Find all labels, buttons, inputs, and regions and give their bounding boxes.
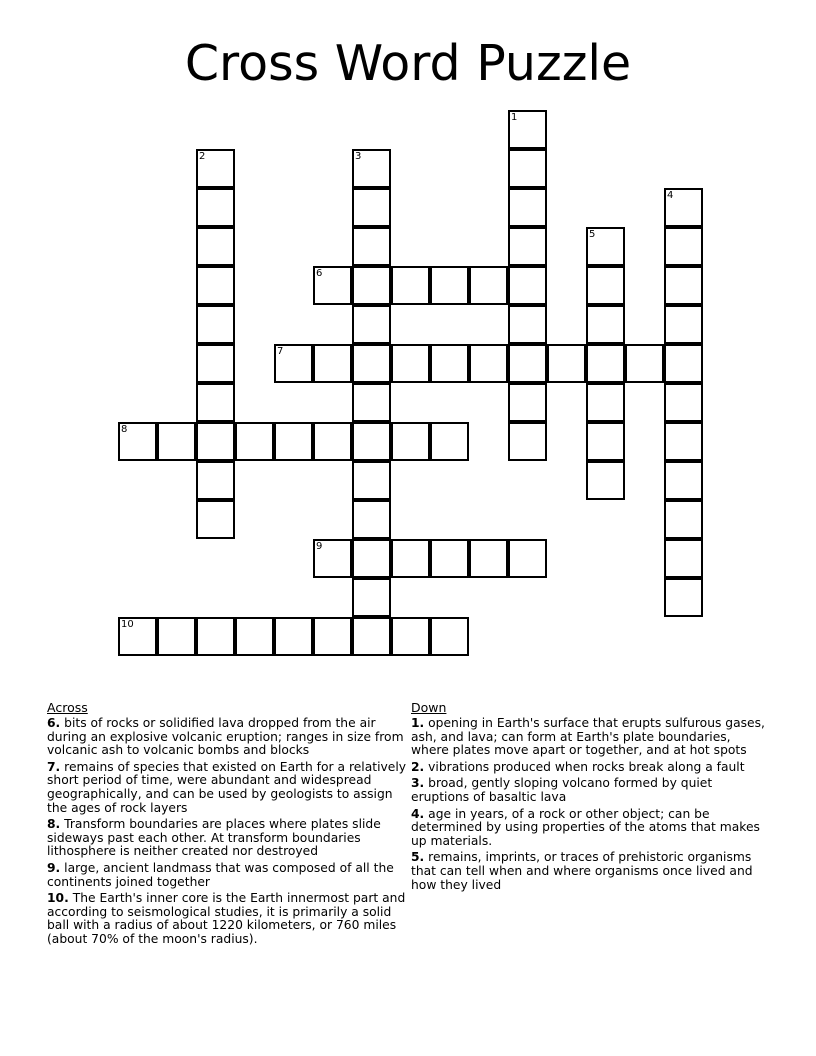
grid-cell[interactable]	[586, 305, 625, 344]
grid-cell[interactable]	[274, 422, 313, 461]
clue-number: 9	[316, 541, 323, 552]
grid-cell[interactable]	[586, 266, 625, 305]
grid-cell[interactable]	[469, 539, 508, 578]
grid-cell[interactable]	[469, 266, 508, 305]
grid-cell[interactable]	[352, 539, 391, 578]
grid-cell[interactable]	[547, 344, 586, 383]
grid-cell[interactable]	[313, 266, 352, 305]
grid-cell[interactable]	[508, 383, 547, 422]
clue-number: 2	[199, 151, 206, 162]
across-heading: Across	[47, 700, 88, 715]
clue-num: 3.	[411, 776, 425, 791]
clue-text: large, ancient landmass that was composed of all the continents joined together	[47, 860, 394, 889]
down-clue	[411, 777, 771, 804]
grid-cell[interactable]	[664, 188, 703, 227]
grid-cell[interactable]	[664, 227, 703, 266]
grid-cell[interactable]	[391, 539, 430, 578]
clue-num: 7.	[47, 759, 61, 774]
grid-cell[interactable]	[508, 149, 547, 188]
clue-text: opening in Earth's surface that erupts sulfurous gases, ash, and lava; can form at Earth's plate boundaries, where plates move apart or together, and at hot spots	[411, 716, 765, 758]
grid-cell[interactable]	[352, 422, 391, 461]
grid-cell[interactable]	[586, 461, 625, 500]
grid-cell[interactable]	[430, 422, 469, 461]
grid-cell[interactable]	[196, 266, 235, 305]
grid-cell[interactable]	[196, 344, 235, 383]
clue-text: remains of species that existed on Earth for a relatively short period of time, were abundant and widespread geographically, and can be used by geologists to assign the ages of rock layers	[47, 759, 407, 815]
clue-number: 5	[589, 229, 596, 240]
grid-cell[interactable]	[157, 422, 196, 461]
down-clues	[411, 700, 771, 895]
clue-num: 9.	[47, 860, 61, 875]
down-clue	[411, 808, 771, 849]
grid-cell[interactable]	[196, 383, 235, 422]
grid-cell[interactable]	[196, 617, 235, 656]
grid-cell[interactable]	[508, 188, 547, 227]
down-heading: Down	[411, 700, 447, 715]
grid-cell[interactable]	[664, 461, 703, 500]
grid-cell[interactable]	[352, 578, 391, 617]
grid-cell[interactable]	[508, 305, 547, 344]
grid-cell[interactable]	[625, 344, 664, 383]
page-title: Cross Word Puzzle	[184, 35, 632, 92]
down-clue	[411, 851, 771, 892]
grid-cell[interactable]	[664, 500, 703, 539]
across-clue	[47, 892, 409, 946]
grid-cell[interactable]	[274, 344, 313, 383]
grid-cell[interactable]	[313, 422, 352, 461]
grid-cell[interactable]	[196, 305, 235, 344]
grid-cell[interactable]	[235, 617, 274, 656]
clue-text: Transform boundaries are places where plates slide sideways past each other. At transform boundaries lithosphere is neither created nor destroyed	[47, 817, 381, 859]
grid-cell[interactable]	[664, 344, 703, 383]
grid-cell[interactable]	[313, 344, 352, 383]
clue-text: bits of rocks or solidified lava dropped from the air during an explosive volcanic eruption; ranges in size from volcanic ash to volcanic bombs and blocks	[47, 716, 404, 758]
grid-cell[interactable]	[196, 188, 235, 227]
clue-text: The Earth's inner core is the Earth innermost part and according to seismological studies, it is primarily a solid ball with a radius of about 1220 kilometers, or 760 miles (about 70% of the moon's radius).	[47, 891, 406, 946]
grid-cell[interactable]	[664, 383, 703, 422]
clue-num: 5.	[411, 850, 425, 865]
clue-number: 7	[277, 346, 284, 357]
grid-cell[interactable]	[430, 344, 469, 383]
clue-num: 2.	[411, 759, 425, 774]
down-clue	[411, 761, 771, 775]
grid-cell[interactable]	[508, 422, 547, 461]
across-clues	[47, 700, 409, 950]
grid-cell[interactable]	[196, 461, 235, 500]
grid-cell[interactable]	[352, 188, 391, 227]
grid-cell[interactable]	[352, 149, 391, 188]
clue-number: 6	[316, 268, 323, 279]
grid-cell[interactable]	[313, 539, 352, 578]
grid-cell[interactable]	[508, 266, 547, 305]
grid-cell[interactable]	[391, 422, 430, 461]
grid-cell[interactable]	[430, 617, 469, 656]
grid-cell[interactable]	[391, 344, 430, 383]
clue-text: age in years, of a rock or other object; can be determined by using properties of the atoms that makes up materials.	[411, 806, 760, 848]
clue-number: 10	[121, 619, 134, 630]
grid-cell[interactable]	[430, 539, 469, 578]
grid-cell[interactable]	[508, 227, 547, 266]
clue-num: 1.	[411, 716, 425, 730]
grid-cell[interactable]	[586, 227, 625, 266]
grid-cell[interactable]	[664, 305, 703, 344]
grid-cell[interactable]	[664, 578, 703, 617]
clue-num: 10.	[47, 891, 69, 906]
grid-cell[interactable]	[352, 305, 391, 344]
clue-number: 3	[355, 151, 362, 162]
grid-cell[interactable]	[508, 110, 547, 149]
clue-number: 8	[121, 424, 128, 435]
across-clue	[47, 761, 409, 815]
grid-cell[interactable]	[235, 422, 274, 461]
down-clue	[411, 717, 771, 758]
across-clue	[47, 717, 409, 758]
clue-num: 4.	[411, 806, 425, 821]
grid-cell[interactable]	[664, 422, 703, 461]
across-clue	[47, 862, 409, 889]
grid-cell[interactable]	[391, 617, 430, 656]
clue-number: 1	[511, 112, 518, 123]
grid-cell[interactable]	[352, 266, 391, 305]
grid-cell[interactable]	[664, 539, 703, 578]
clue-text: vibrations produced when rocks break along a fault	[428, 759, 745, 774]
grid-cell[interactable]	[586, 422, 625, 461]
grid-cell[interactable]	[157, 617, 196, 656]
across-clue	[47, 818, 409, 859]
grid-cell[interactable]	[196, 422, 235, 461]
grid-cell[interactable]	[586, 344, 625, 383]
grid-cell[interactable]	[352, 383, 391, 422]
grid-cell[interactable]	[391, 266, 430, 305]
grid-cell[interactable]	[352, 500, 391, 539]
grid-cell[interactable]	[586, 383, 625, 422]
clue-number: 4	[667, 190, 674, 201]
grid-cell[interactable]	[352, 617, 391, 656]
clue-text: remains, imprints, or traces of prehistoric organisms that can tell when and where organisms once lived and how they lived	[411, 850, 753, 892]
grid-cell[interactable]	[352, 461, 391, 500]
grid-cell[interactable]	[469, 344, 508, 383]
grid-cell[interactable]	[352, 344, 391, 383]
grid-cell[interactable]	[664, 266, 703, 305]
clue-text: broad, gently sloping volcano formed by quiet eruptions of basaltic lava	[411, 776, 713, 804]
grid-cell[interactable]	[430, 266, 469, 305]
grid-cell[interactable]	[196, 227, 235, 266]
grid-cell[interactable]	[508, 539, 547, 578]
grid-cell[interactable]	[274, 617, 313, 656]
grid-cell[interactable]	[118, 617, 157, 656]
grid-cell[interactable]	[313, 617, 352, 656]
grid-cell[interactable]	[196, 500, 235, 539]
grid-cell[interactable]	[352, 227, 391, 266]
clue-num: 6.	[47, 716, 61, 730]
grid-cell[interactable]	[508, 344, 547, 383]
grid-cell[interactable]	[196, 149, 235, 188]
clue-num: 8.	[47, 817, 61, 832]
grid-cell[interactable]	[118, 422, 157, 461]
